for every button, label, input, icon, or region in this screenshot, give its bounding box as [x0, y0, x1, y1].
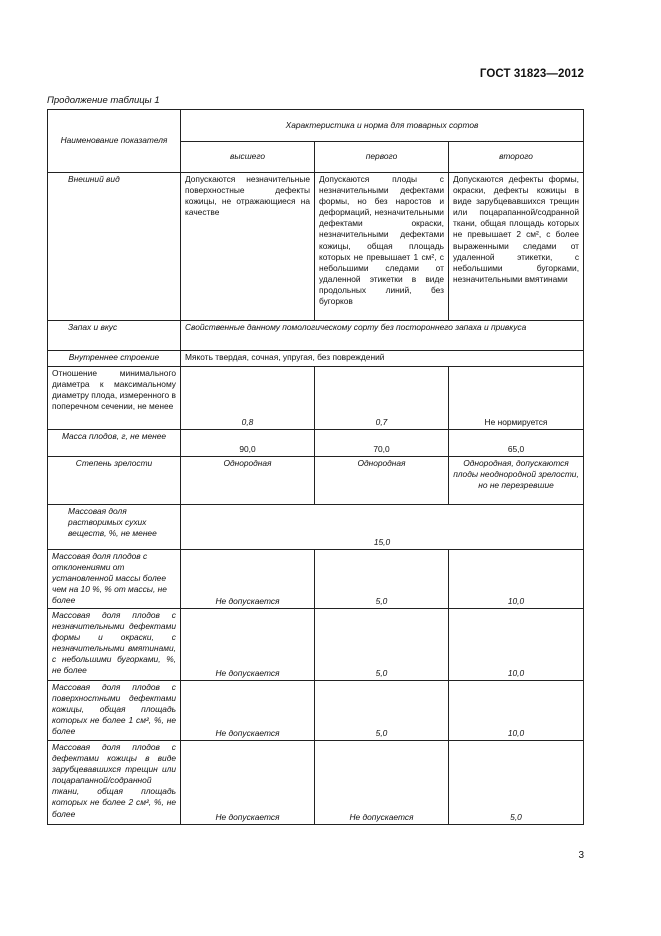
- param-appearance: Внешний вид: [48, 173, 181, 321]
- param-ripeness: Степень зрелости: [48, 457, 181, 505]
- table-row: [48, 430, 584, 457]
- value-smell: Свойственные данному помологическому сорту без постороннего запаха и привкуса: [181, 321, 584, 351]
- header-grade-first: первого: [315, 142, 449, 173]
- header-grades-group: Характеристика и норма для товарных сортов: [181, 110, 584, 142]
- value-mass-premium: 90,0: [181, 430, 315, 457]
- header-param-name: Наименование показателя: [48, 110, 181, 173]
- param-mass: Масса плодов, г, не менее: [48, 430, 181, 457]
- value-ratio-second: Не нормируется: [449, 367, 584, 430]
- table-row: [48, 321, 584, 351]
- value-surface-skin-premium: Не допускается: [181, 681, 315, 741]
- param-skin-scars: Массовая доля плодов с дефектами кожицы в виде зарубцевавшихся трещин или поцарапанной/содранной ткани, общая площадь которых не более 2 см², %, не более: [48, 741, 181, 825]
- value-structure: Мякоть твердая, сочная, упругая, без повреждений: [181, 351, 584, 367]
- value-skin-scars-second: 5,0: [449, 741, 584, 825]
- table-row: [48, 741, 584, 825]
- table-row: [48, 457, 584, 505]
- table-row: [48, 609, 584, 681]
- specification-table: [47, 109, 584, 825]
- value-appearance-premium: Допускаются незначительные поверхностные дефекты кожицы, не отражающиеся на качестве: [181, 173, 315, 321]
- value-minor-defects-first: 5,0: [315, 609, 449, 681]
- param-structure: Внутреннее строение: [48, 351, 181, 367]
- value-mass-second: 65,0: [449, 430, 584, 457]
- table-row: [48, 681, 584, 741]
- param-solids: Массовая доля растворимых сухих веществ, %, не менее: [48, 505, 181, 550]
- value-deviation-premium: Не допускается: [181, 550, 315, 609]
- param-ratio: Отношение минимального диаметра к максимальному диаметру плода, измеренного в поперечном сечении, не менее: [48, 367, 181, 430]
- value-ripeness-premium: Однородная: [181, 457, 315, 505]
- table-caption: Продолжение таблицы 1: [47, 95, 160, 106]
- value-ratio-first: 0,7: [315, 367, 449, 430]
- header-grade-second: второго: [449, 142, 584, 173]
- table-row: [48, 173, 584, 321]
- value-surface-skin-second: 10,0: [449, 681, 584, 741]
- table-row: [48, 505, 584, 550]
- value-skin-scars-first: Не допускается: [315, 741, 449, 825]
- header-grade-premium: высшего: [181, 142, 315, 173]
- value-ripeness-first: Однородная: [315, 457, 449, 505]
- value-ratio-premium: 0,8: [181, 367, 315, 430]
- value-appearance-first: Допускаются плоды с незначительными дефектами формы, но без наростов и деформаций, незначительными дефектами окраски, незначительными дефектами кожицы, общая площадь которых не превышает 1 см², с небольшими следами от удаленной этикетки в виде продольных линий, без бугорков: [315, 173, 449, 321]
- value-deviation-first: 5,0: [315, 550, 449, 609]
- param-surface-skin: Массовая доля плодов с поверхностными дефектами кожицы, общая площадь которых не более 1 см², %, не более: [48, 681, 181, 741]
- value-surface-skin-first: 5,0: [315, 681, 449, 741]
- value-minor-defects-second: 10,0: [449, 609, 584, 681]
- value-solids: 15,0: [181, 505, 584, 550]
- table-row: [48, 351, 584, 367]
- param-minor-defects: Массовая доля плодов с незначительными дефектами формы и окраски, с незначительными вмятинами, с небольшими бугорками, %, не более: [48, 609, 181, 681]
- table-row: [48, 367, 584, 430]
- header-row-group: [48, 110, 584, 142]
- table-row: [48, 550, 584, 609]
- param-smell: Запах и вкус: [48, 321, 181, 351]
- value-mass-first: 70,0: [315, 430, 449, 457]
- value-skin-scars-premium: Не допускается: [181, 741, 315, 825]
- value-deviation-second: 10,0: [449, 550, 584, 609]
- page-number: 3: [578, 850, 584, 861]
- value-minor-defects-premium: Не допускается: [181, 609, 315, 681]
- standard-number: ГОСТ 31823—2012: [479, 68, 584, 80]
- param-deviation: Массовая доля плодов с отклонениями от установленной массы более чем на 10 %, % от массы, не более: [48, 550, 181, 609]
- value-appearance-second: Допускаются дефекты формы, окраски, дефекты кожицы в виде зарубцевавшихся трещин или поцарапанной/содранной ткани, общая площадь которых не превышает 2 см², с более выраженными следами от удаленной этикетки, с небольшими бугорками, незначительными вмятинами: [449, 173, 584, 321]
- value-ripeness-second: Однородная, допускаются плоды неоднородной зрелости, но не перезревшие: [449, 457, 584, 505]
